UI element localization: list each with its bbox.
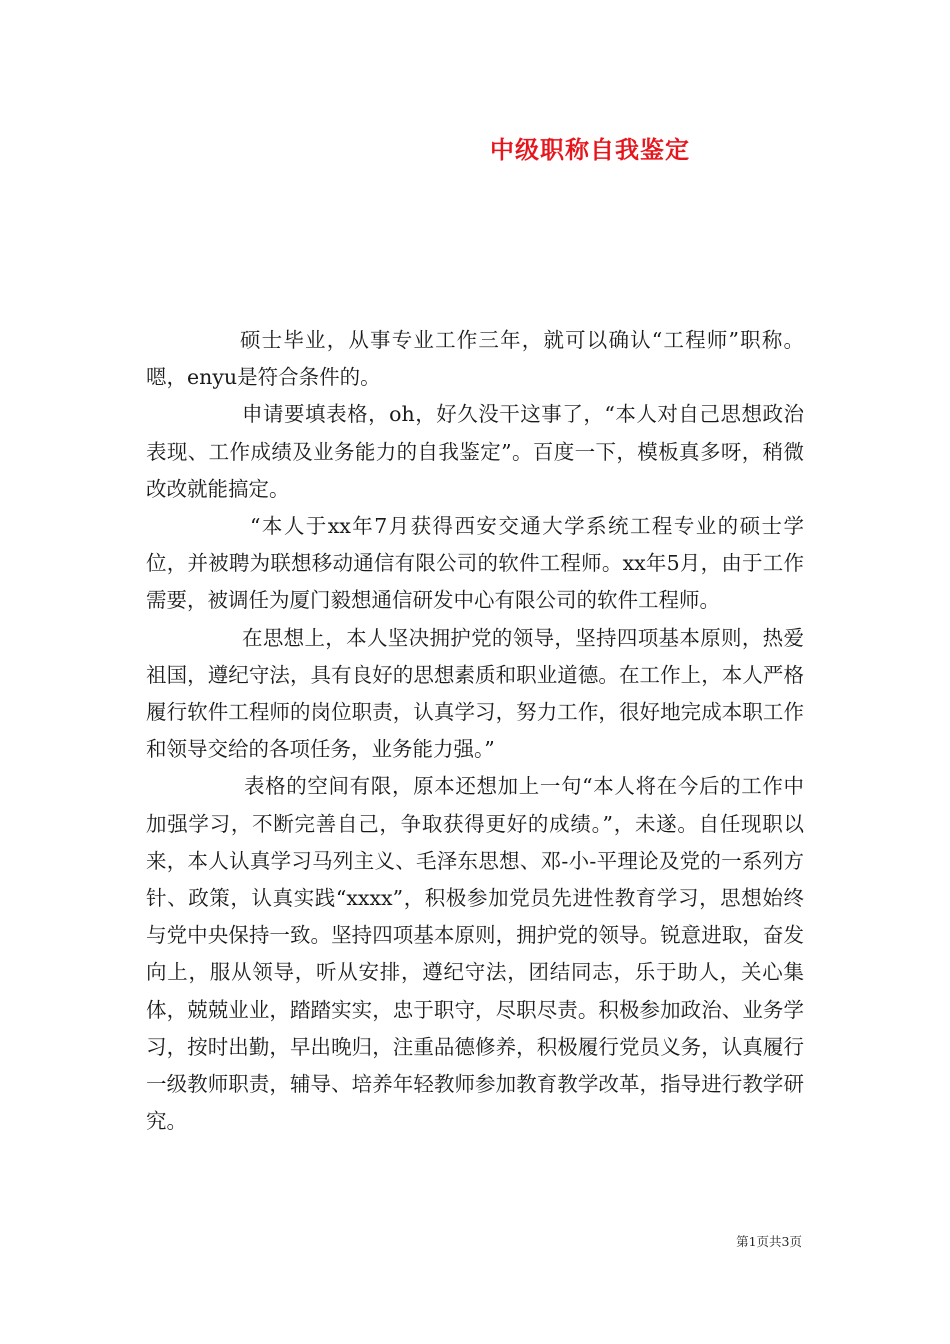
paragraph-2: 申请要填表格，oh，好久没干这事了，“本人对自己思想政治表现、工作成绩及业务能力的自我鉴定”。百度一下，模板真多呀，稍微改改就能搞定。: [146, 402, 804, 501]
page-title: 中级职称自我鉴定: [490, 135, 690, 164]
document-body: [146, 322, 804, 1140]
page-number-footer: 第1页共3页: [736, 1234, 802, 1249]
paragraph-3: “本人于xx年7月获得西安交通大学系统工程专业的硕士学位，并被聘为联想移动通信有限公司的软件工程师。xx年5月，由于工作需要，被调任为厦门毅想通信研发中心有限公司的软件工程师。: [146, 514, 804, 613]
paragraph-5: 表格的空间有限，原本还想加上一句“本人将在今后的工作中加强学习，不断完善自己，争取获得更好的成绩。”，未遂。自任现职以来，本人认真学习马列主义、毛泽东思想、邓-小-平理论及党的一系列方针、政策，认真实践“xxxx”，积极参加党员先进性教育学习，思想始终与党中央保持一致。坚持四项基本原则，拥护党的领导。锐意进取，奋发向上，服从领导，听从安排，遵纪守法，团结同志，乐于助人，关心集体，兢兢业业，踏踏实实，忠于职守，尽职尽责。积极参加政治、业务学习，按时出勤，早出晚归，注重品德修养，积极履行党员义务，认真履行一级教师职责，辅导、培养年轻教师参加教育教学改革，指导进行教学研究。: [146, 774, 804, 1134]
paragraph-4: 在思想上，本人坚决拥护党的领导，坚持四项基本原则，热爱祖国，遵纪守法，具有良好的思想素质和职业道德。在工作上，本人严格履行软件工程师的岗位职责，认真学习，努力工作，很好地完成本职工作和领导交给的各项任务，业务能力强。”: [146, 625, 804, 762]
paragraph-1: 硕士毕业，从事专业工作三年，就可以确认“工程师”职称。嗯，enyu是符合条件的。: [146, 328, 804, 390]
